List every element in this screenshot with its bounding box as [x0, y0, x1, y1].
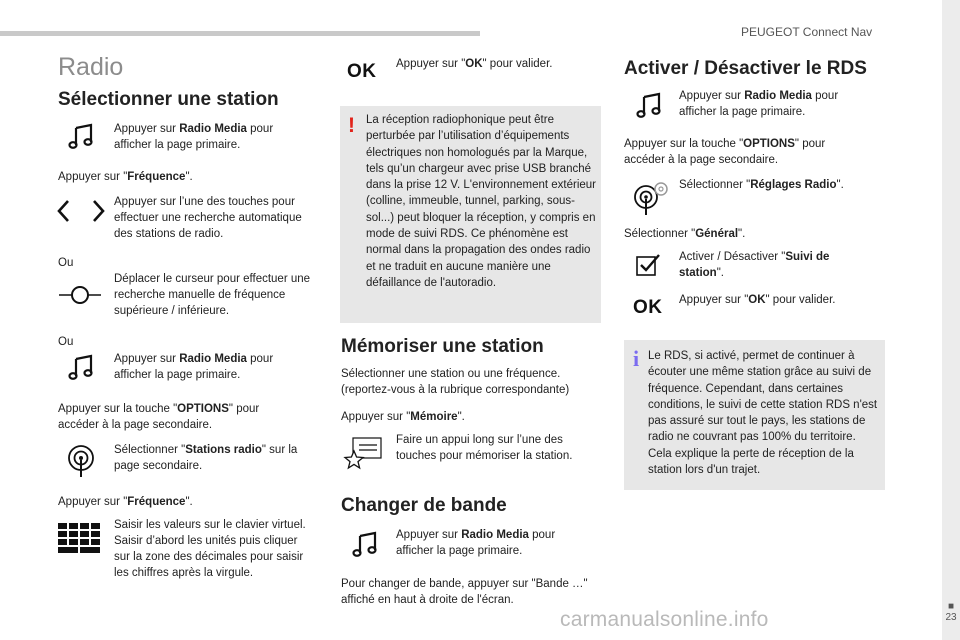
step-memoire: Appuyer sur "Mémoire". [341, 411, 465, 423]
watermark: carmanualsonline.info [560, 608, 769, 631]
slider-cursor-icon [58, 282, 102, 308]
step-change-band: Pour changer de bande, appuyer sur "Bande …" affiché en haut à droite de l'écran. [341, 578, 588, 606]
radio-settings-icon [632, 180, 670, 216]
step-rds-ok: Appuyer sur "OK" pour valider. [679, 294, 836, 306]
step-long-press: Faire un appui long sur l’une des touches pour mémoriser la station. [396, 434, 573, 462]
ok-icon: OK [347, 61, 377, 82]
side-tab [942, 0, 960, 640]
step-rds-options: Appuyer sur la touche "OPTIONS" pour accéder à la page secondaire. [624, 138, 826, 166]
step-frequence-2: Appuyer sur "Fréquence". [58, 496, 193, 508]
step-radio-media: Appuyer sur Radio Media pour afficher la page primaire. [114, 123, 274, 151]
step-options: Appuyer sur la touche "OPTIONS" pour accéder à la page secondaire. [58, 403, 260, 431]
header-bar [0, 31, 480, 36]
warning-text: La réception radiophonique peut être perturbée par l’utilisation d’équipements électriques non homologués par la Marque, tels qu’un chargeur avec prise USB branché dans la prise 12 V. L'environnement extérieur (colline, immeuble, tunnel, parking, sous-sol...) peut bloquer la réception, y compris en mode de suivi RDS. Ce phénomène est normal dans la propagation des ondes radio et ne traduit en aucune manière une défaillance de l'autoradio. [366, 114, 596, 289]
or-label-1: Ou [58, 257, 74, 269]
step-manual-search: Déplacer le curseur pour effectuer une recherche manuelle de fréquence supérieure / inférieure. [114, 273, 311, 317]
step-frequence: Appuyer sur "Fréquence". [58, 171, 193, 183]
radio-station-icon [62, 443, 100, 479]
info-icon: i [633, 346, 640, 371]
keypad-icon [58, 522, 100, 554]
brand-label: PEUGEOT Connect Nav [741, 25, 873, 39]
memorize-intro: Sélectionner une station ou une fréquence. (reportez-vous à la rubrique correspondante) [341, 368, 570, 396]
ok-icon: OK [633, 297, 663, 318]
step-rds-radio-media: Appuyer sur Radio Media pour afficher la page primaire. [679, 90, 839, 118]
checkbox-icon [633, 251, 663, 279]
page-title: Radio [58, 53, 124, 81]
step-stations-radio: Sélectionner "Stations radio" sur la page secondaire. [114, 444, 298, 472]
step-ok-validate: Appuyer sur "OK" pour valider. [396, 58, 553, 70]
info-text: Le RDS, si activé, permet de continuer à écouter une même station grâce au suivi de fréquence. Cependant, dans certaines conditions, le suivi de cette station RDS n'est pas assuré sur tout le pays, les stations de radio ne couvrant pas 100% du territoire. Cela explique la perte de réception de la station lors d'un trajet. [648, 350, 878, 477]
step-suivi-station: Activer / Désactiver "Suivi de station". [679, 251, 830, 279]
section-heading-memorize: Mémoriser une station [341, 336, 544, 357]
step-auto-search: Appuyer sur l’une des touches pour effectuer une recherche automatique des stations de radio. [114, 196, 302, 240]
step-general: Sélectionner "Général". [624, 228, 746, 240]
or-label-2: Ou [58, 336, 74, 348]
music-note-icon [64, 352, 98, 382]
chevron-left-right-icon [56, 197, 106, 225]
music-note-icon [64, 121, 98, 151]
section-heading-change-band: Changer de bande [341, 495, 507, 516]
warning-notice [340, 106, 601, 323]
step-radio-media-band: Appuyer sur Radio Media pour afficher la page primaire. [396, 529, 556, 557]
section-heading-select-station: Sélectionner une station [58, 89, 279, 110]
step-virtual-keyboard: Saisir les valeurs sur le clavier virtuel. Saisir d’abord les unités puis cliquer sur la zone des décimales pour saisir les chiffres après la virgule. [114, 519, 306, 579]
step-radio-media-2: Appuyer sur Radio Media pour afficher la page primaire. [114, 353, 274, 381]
page-number: ■ 23 [945, 601, 957, 623]
warning-icon: ! [348, 114, 355, 137]
section-heading-rds: Activer / Désactiver le RDS [624, 58, 867, 79]
info-notice [624, 340, 885, 490]
step-reglages-radio: Sélectionner "Réglages Radio". [679, 179, 844, 191]
music-note-icon [348, 529, 382, 559]
music-note-icon [632, 90, 666, 120]
star-memory-icon [343, 436, 383, 470]
